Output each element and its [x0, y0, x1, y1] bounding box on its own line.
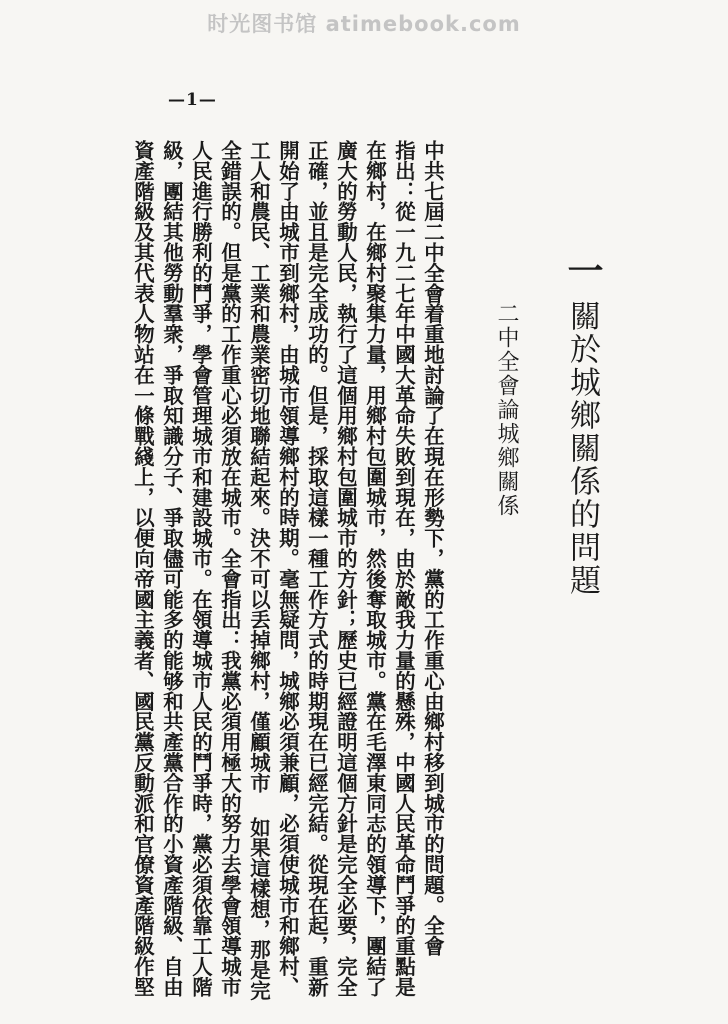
text-column-5: 正確，並且是完全成功的。但是，採取這樣一種工作方式的時期現在已經完結。從現在起，重新: [305, 140, 329, 997]
chapter-subtitle: 二中全會論城鄉關係: [494, 302, 519, 518]
text-column-10: 級，團結其他勞動羣衆，爭取知識分子、爭取儘可能多的能够和共產黨合作的小資產階級、自由: [160, 140, 184, 997]
text-column-3: 在鄉村，在鄉村聚集力量，用鄉村包圍城市，然後奪取城市。黨在毛澤東同志的領導下，團結了: [363, 140, 387, 997]
text-column-11: 資產階級及其代表人物站在一條戰綫上，以便向帝國主義者、國民黨反動派和官僚資產階級作堅: [131, 140, 155, 997]
page-number: —1—: [168, 90, 217, 110]
text-column-4: 廣大的勞動人民，執行了這個用鄉村包圍城市的方針；歷史已經證明這個方針是完全必要，完全: [334, 140, 358, 997]
watermark: 时光图书馆 atimebook.com: [207, 12, 521, 36]
text-column-8: 全錯誤的。但是黨的工作重心必須放在城市。全會指出：我黨必須用極大的努力去學會領導城市: [218, 140, 242, 997]
text-column-1: 中共七屆二中全會着重地討論了在現在形勢下，黨的工作重心由鄉村移到城市的問題。全會: [421, 140, 445, 956]
text-column-9: 人民進行勝利的鬥爭，學會管理城市和建設城市。在領導城市人民的鬥爭時，黨必須依靠工人階: [189, 140, 213, 997]
text-column-7: 工人和農民、工業和農業密切地聯結起來。決不可以丢掉鄉村，僅顧城市 如果這樣想，那是完: [247, 140, 271, 1001]
chapter-marker: 一: [562, 252, 604, 288]
text-column-6: 開始了由城市到鄉村，由城市領導鄉村的時期。毫無疑問，城鄉必須兼顧，必須使城市和鄉村、: [276, 140, 300, 997]
chapter-title: 關於城鄉關係的問題: [564, 300, 600, 597]
text-column-2: 指出：從一九二七年中國大革命失敗到現在，由於敵我力量的懸殊，中國人民革命鬥爭的重點是: [392, 140, 416, 997]
